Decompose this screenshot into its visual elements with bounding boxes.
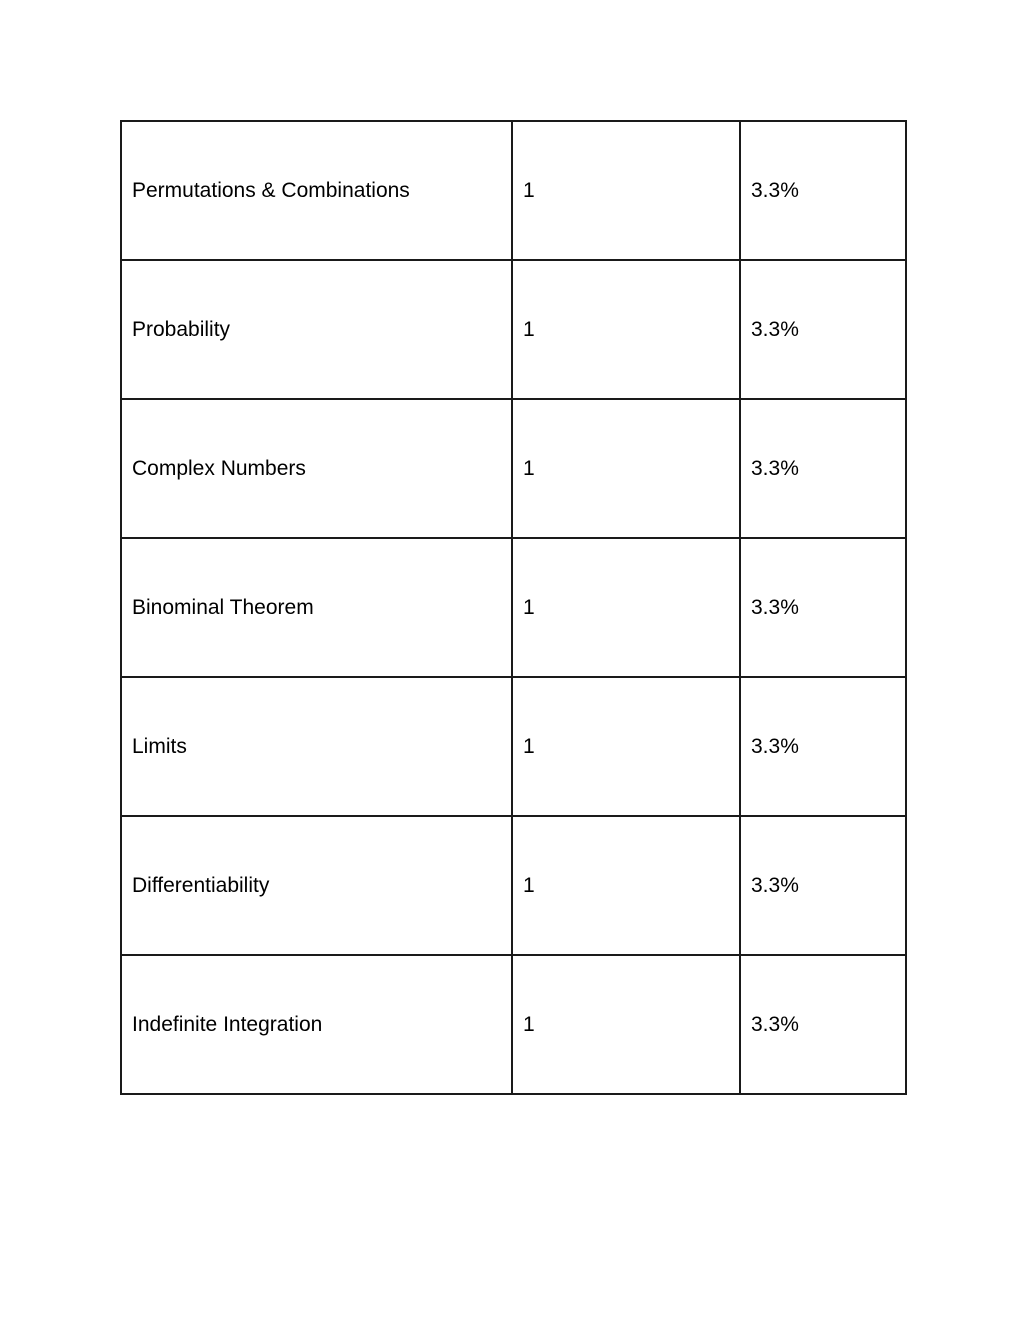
topic-cell: Binominal Theorem <box>121 538 512 677</box>
topic-cell: Complex Numbers <box>121 399 512 538</box>
table-row <box>121 260 906 399</box>
table-row <box>121 677 906 816</box>
percent-cell: 3.3% <box>740 121 906 260</box>
percent-cell: 3.3% <box>740 260 906 399</box>
topic-cell: Limits <box>121 677 512 816</box>
topic-cell: Permutations & Combinations <box>121 121 512 260</box>
count-cell: 1 <box>512 399 740 538</box>
percent-cell: 3.3% <box>740 955 906 1094</box>
percent-cell: 3.3% <box>740 399 906 538</box>
table-row <box>121 538 906 677</box>
table-row <box>121 121 906 260</box>
topic-cell: Indefinite Integration <box>121 955 512 1094</box>
table-row <box>121 955 906 1094</box>
topic-cell: Differentiability <box>121 816 512 955</box>
table-row <box>121 816 906 955</box>
count-cell: 1 <box>512 121 740 260</box>
topic-distribution-table <box>120 120 907 1095</box>
table-row <box>121 399 906 538</box>
percent-cell: 3.3% <box>740 816 906 955</box>
topic-cell: Probability <box>121 260 512 399</box>
percent-cell: 3.3% <box>740 677 906 816</box>
count-cell: 1 <box>512 816 740 955</box>
count-cell: 1 <box>512 260 740 399</box>
count-cell: 1 <box>512 677 740 816</box>
percent-cell: 3.3% <box>740 538 906 677</box>
count-cell: 1 <box>512 538 740 677</box>
count-cell: 1 <box>512 955 740 1094</box>
